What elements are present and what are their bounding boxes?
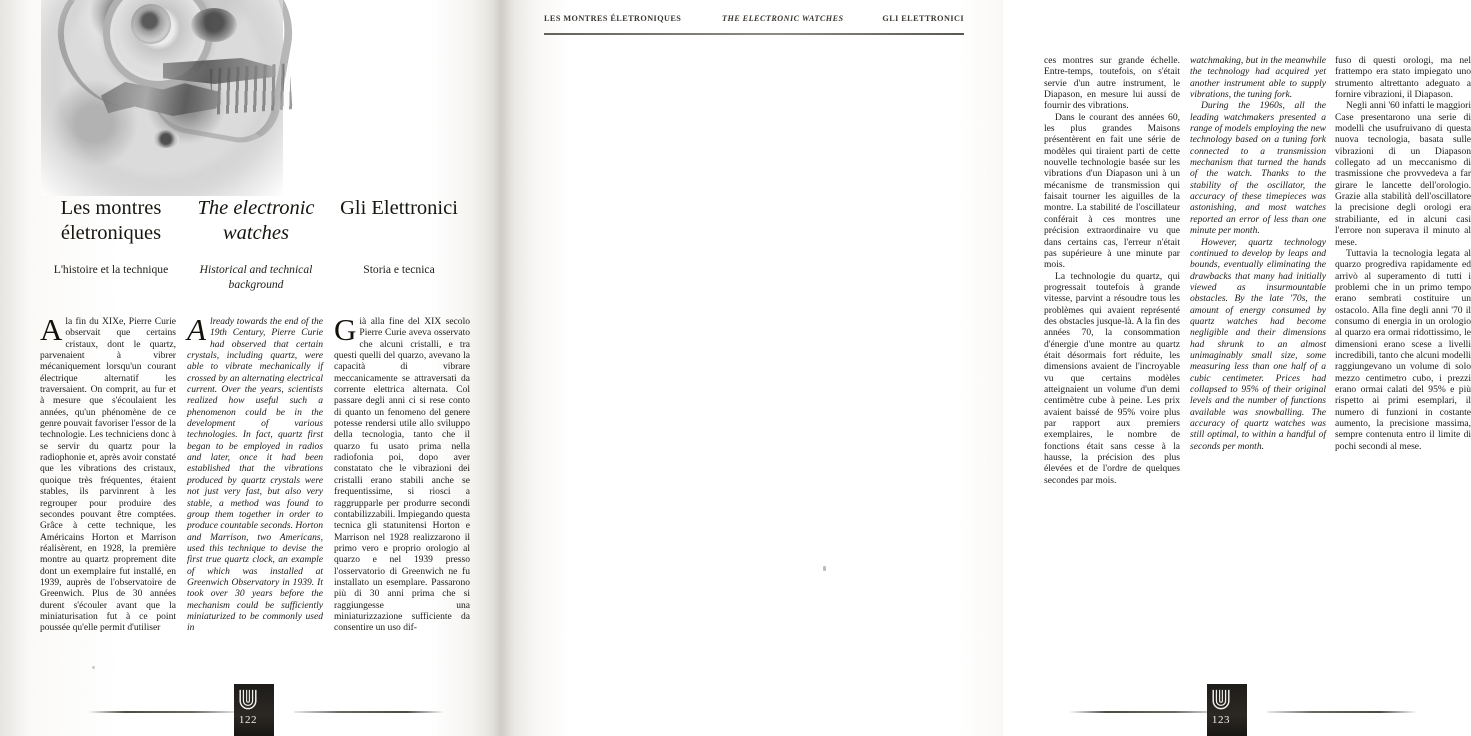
scan-speck <box>823 566 826 571</box>
page-title-french: Les montres életroniques <box>60 197 162 244</box>
scan-speck <box>92 666 95 669</box>
folio-rule-left <box>1069 711 1219 713</box>
dropcap-french-left: A <box>40 312 63 347</box>
body-text-english-right-p3: However, quartz technology continued to develop by leaps and bounds, eventually eliminating the drawbacks that many had initially viewed as insurmountable obstacles. By the late '70s, the amount of energy consumed by quartz watches had become negligible and their dimensions had shrunk to an almost unimaginably small size, some measuring less than one half of a cubic centimeter. Prices had collapsed to 95% of their original levels and the number of functions available was snowballing. The accuracy of quartz watches was still optimal, to within a handful of seconds per month. <box>1190 236 1326 452</box>
folio-left <box>228 684 348 736</box>
page-title-italian: Gli Elettronici <box>340 197 458 219</box>
page-number-right: 123 <box>1211 714 1231 726</box>
body-text-french-right-p3: La technologie du quartz, qui progressait toutefois à grande vitesse, parvint a résoudre tous les problèmes qui avaient représenté des obstacles jusque-là. A la fin des années 70, la consommation d'énergie d'une montre au quartz était désormais fort réduite, les dimensions avaient de l'incroyable vu que certains modèles atteignaient un volume d'un demi centimètre cube à peine. Les prix avaient baissé de 95% voire plus par rapport aux premiers exemplaires, le nombre de fonctions était sans cesse à la hausse, la précision des plus élevées et de l'ordre de quelques secondes par mois. <box>1044 270 1180 486</box>
body-text-french-left: la fin du XIXe, Pierre Curie observait que certains cristaux, dont le quartz, parvenaient à vibrer mécaniquement lorsqu'un courant électrique alternatif les traversaient. On comprit, au fur et à mesure que s'écoulaient les années, qu'un phénomène de ce genre pouvait favoriser l'essor de la technologie. Les techniciens donc à se servir du quartz pour la radiophonie et, après avoir constaté que les vibrations des cristaux, quoique très fréquentes, étaient stables, ils parvinrent à les regrouper pour produire des secondes pouvant être comptées. Grâce à cette technique, les Américains Horton et Marrison réalisèrent, en 1928, la première montre au quartz proprement dite dont un exemplaire fut installé, en 1939, auprès de l'observatoire de Greenwich. Plus de 30 années durent s'écouler avant que la miniaturisation fut à ce point poussée qu'elle permit d'utiliser <box>40 316 176 634</box>
folio-rule-right <box>294 711 444 713</box>
column-english-right <box>1190 55 1326 615</box>
page-number-left: 122 <box>238 714 258 726</box>
running-head <box>544 14 964 36</box>
running-head-rule <box>544 33 964 35</box>
folio-rule-left <box>88 711 238 713</box>
running-head-french: LES MONTRES ÉLETRONIQUES <box>544 14 682 23</box>
folio-rule-right <box>1267 711 1417 713</box>
page-subtitle-italian: Storia e tecnica <box>363 263 435 276</box>
body-text-english-left: lready towards the end of the 19th Century, Pierre Curie had observed that certain crystals, including quartz, were able to vibrate mechanically if crossed by an alternating electrical current. Over the years, scientists realized how useful such a phenomenon could be in the development of various technologies. In fact, quartz first began to be employed in radios and later, once it had been established that the vibrations produced by quartz crystals were not just very fast, but also very stable, a method was found to group them together in order to produce countable seconds. Horton and Marrison, two Americans, used this technique to devise the first true quartz clock, an example of which was installed at Greenwich Observatory in 1939. It took over 30 years before the mechanism could be sufficiently miniaturized to be commonly used in <box>187 316 323 634</box>
column-english-left <box>187 312 323 666</box>
column-french-left <box>40 312 176 666</box>
page-subtitle-french: L'histoire et la technique <box>53 263 169 276</box>
column-french-right <box>1044 55 1180 615</box>
page-subtitle-english: Historical and technical background <box>199 263 313 291</box>
u-monogram-logo-icon <box>1210 688 1232 710</box>
column-italian-left <box>334 312 470 666</box>
running-head-english: THE ELECTRONIC WATCHES <box>722 14 844 23</box>
book-page-right <box>503 0 1471 736</box>
u-monogram-logo-icon <box>237 688 259 710</box>
body-text-english-right-p1: watchmaking, but in the meanwhile the technology had acquired yet another instrument able to supply vibrations, the tuning fork. <box>1190 55 1326 101</box>
dropcap-english-left: A <box>187 312 206 347</box>
body-text-italian-right-p2: Negli anni '60 infatti le maggiori Case presentarono una serie di modelli che usufruivano di questa nuova tecnologia, basata sulle vibrazioni di un Diapason collegato ad un meccanismo di trasmissione che provvedeva a far girare le lancette dell'orologio. Grazie alla stabilità dell'oscillatore la precisione degli orologi era strabiliante, ed in alcuni casi l'errore non superava il minuto al mese. <box>1335 100 1471 248</box>
photo-vignette <box>41 0 283 196</box>
folio-right <box>1201 684 1321 736</box>
watch-movement-photo <box>41 0 283 196</box>
body-text-italian-right-p1: fuso di questi orologi, ma nel frattempo era stato impiegato uno strumento altrettanto adeguato a fornire vibrazioni, il Diapason. <box>1335 55 1471 101</box>
column-italian-right <box>1335 55 1471 615</box>
body-text-french-right-p1: ces montres sur grande échelle. Entre-temps, toutefois, on s'était servie d'un autre instrument, le Diapason, en mesure lui aussi de fournir des vibrations. <box>1044 55 1180 112</box>
body-text-french-right-p2: Dans le courant des années 60, les plus grandes Maisons présentèrent en fait une série de modèles qui tiraient parti de cette nouvelle technologie basée sur les vibrations d'un Diapason uni à un mécanisme de transmission qui faisait tourner les aiguilles de la montre. La stabilité de l'oscillateur conférait à ces montres une précision extraordinaire vu que dans certains cas, l'erreur n'était pas supérieure à une minute par mois. <box>1044 111 1180 271</box>
body-text-english-right-p2: During the 1960s, all the leading watchmakers presented a range of models employing the new technology based on a tuning fork connected to a transmission mechanism that turned the hands of the watch. Thanks to the stability of the oscillator, the accuracy of these timepieces was astonishing, and most watches reported an error of less than one minute per month. <box>1190 100 1326 237</box>
running-head-italian: GLI ELETTRONICI <box>882 14 964 23</box>
body-text-italian-left: ià alla fine del XIX secolo Pierre Curie aveva osservato che alcuni cristalli, e tra questi quelli del quarzo, avevano la capacità di vibrare meccanicamente se attraversati da corrente elettrica alternata. Col passare degli anni ci si rese conto di quanto un fenomeno del genere potesse rendersi utile allo sviluppo della tecnologia, tanto che il quarzo fu usato prima nella radiofonia poi, dopo aver constatato che le vibrazioni dei cristalli erano stabili anche se frequentissime, si riosci a raggrupparle per produrre secondi contabilizzabili. Impiegando questa tecnica gli statunitensi Horton e Marrison nel 1928 realizzarono il primo vero e proprio orologio al quarzo e nel 1939 presso l'osservatorio di Greenwich ne fu installato un esemplare. Passarono più di 30 anni prima che si raggiungesse una miniaturizzazione sufficiente da consentire un uso dif- <box>334 316 470 634</box>
book-page-left <box>0 0 500 736</box>
article-subtitles <box>40 262 464 302</box>
body-text-italian-right-p3: Tuttavia la tecnologia legata al quarzo progrediva rapidamente ed arrivò al superamento di tutti i problemi che in un primo tempo erano sembrati costituire un ostacolo. Alla fine degli anni '70 il consumo di energia in un orologio al quarzo era ormai ridottissimo, le dimensioni erano scese a livelli incredibili, tanto che alcuni modelli raggiungevano un volume di solo mezzo centimetro cubo, i prezzi erano ormai calati del 95% e più rispetto ai primi esemplari, il numero di funzioni in costante aumento, la precisione massima, sempre contenuta entro il limite di pochi secondi al mese. <box>1335 247 1471 452</box>
text-columns-right-page <box>1044 55 1471 665</box>
article-titles <box>40 196 464 252</box>
dropcap-italian-left: G <box>334 312 357 347</box>
text-columns-left-page <box>40 312 470 666</box>
page-title-english: The electronic watches <box>197 197 315 244</box>
